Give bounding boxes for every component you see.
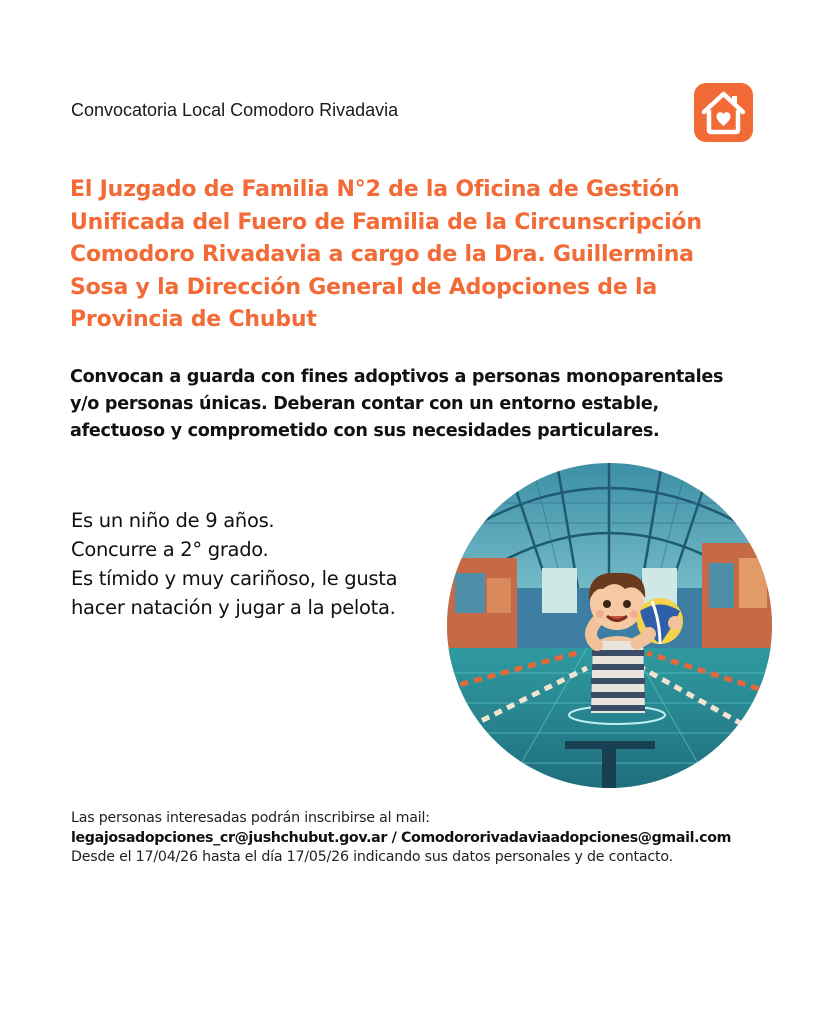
child-line: Concurre a 2° grado. bbox=[71, 538, 269, 561]
headline-line: Sosa y la Dirección General de Adopciones de la bbox=[70, 274, 658, 300]
contact-info bbox=[71, 809, 801, 868]
contact-emails[interactable]: legajosadopciones_cr@jushchubut.gov.ar / Comodororivadaviaadopciones@gmail.com bbox=[71, 829, 732, 846]
headline-line: Provincia de Chubut bbox=[70, 307, 317, 332]
contact-intro: Las personas interesadas podrán inscribirse al mail: bbox=[71, 810, 430, 826]
child-line: Es tímido y muy cariñoso, le gusta bbox=[71, 567, 398, 590]
headline-line: Comodoro Rivadavia a cargo de la Dra. Guillermina bbox=[70, 242, 694, 267]
call-line: y/o personas únicas. Deberan contar con un entorno estable, bbox=[70, 394, 659, 414]
location-title: Convocatoria Local Comodoro Rivadavia bbox=[71, 100, 399, 120]
call-paragraph bbox=[70, 364, 770, 445]
boy-with-ball-in-pool-illustration bbox=[447, 463, 772, 788]
contact-dates: Desde el 17/04/26 hasta el día 17/05/26 indicando sus datos personales y de contacto. bbox=[71, 849, 673, 865]
house-heart-icon bbox=[694, 83, 753, 142]
child-line: hacer natación y jugar a la pelota. bbox=[71, 596, 396, 619]
headline bbox=[70, 174, 760, 337]
child-line: Es un niño de 9 años. bbox=[71, 509, 275, 532]
headline-line: Unificada del Fuero de Familia de la Circunscripción bbox=[70, 209, 702, 235]
call-line: afectuoso y comprometido con sus necesidades particulares. bbox=[70, 421, 660, 441]
headline-line: El Juzgado de Familia N°2 de la Oficina de Gestión bbox=[70, 177, 680, 202]
child-description bbox=[71, 506, 451, 622]
call-line: Convocan a guarda con fines adoptivos a personas monoparentales bbox=[70, 367, 724, 387]
